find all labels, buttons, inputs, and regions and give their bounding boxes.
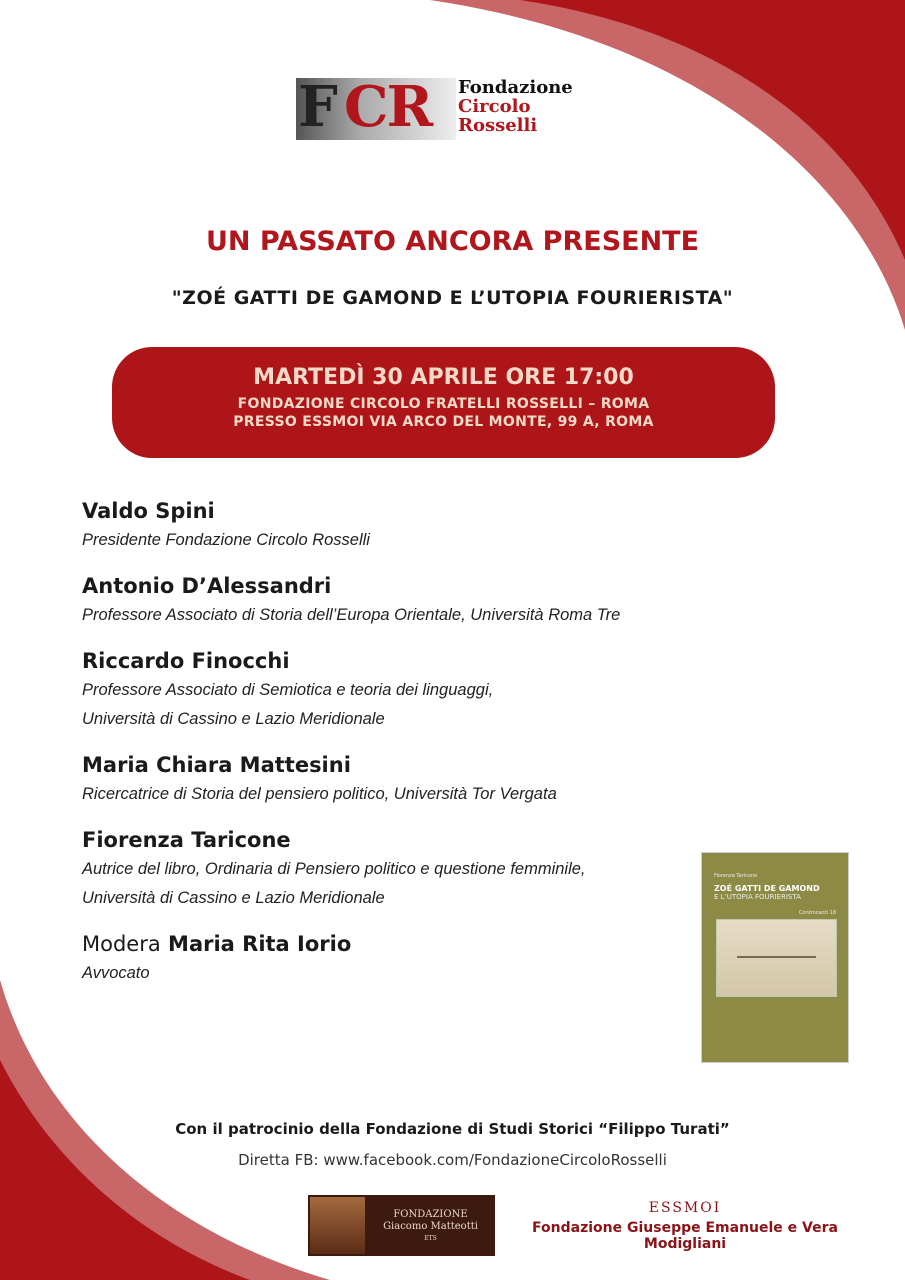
logo-line: Rosselli (458, 115, 538, 136)
speaker-name: Fiorenza Taricone (82, 828, 291, 852)
event-venue: FONDAZIONE CIRCOLO FRATELLI ROSSELLI – ROMA (237, 396, 650, 412)
book-cover (701, 852, 849, 1063)
event-address: PRESSO ESSMOI VIA ARCO DEL MONTE, 99 A, ROMA (233, 414, 654, 430)
speaker-name-line (82, 646, 620, 676)
portrait-image (310, 1197, 365, 1254)
event-subtitle: "ZOÉ GATTI DE GAMOND E L’UTOPIA FOURIERISTA" (171, 287, 734, 309)
speaker-item (82, 929, 620, 988)
speaker-name-line (82, 825, 620, 855)
logo-line: Fondazione (458, 77, 573, 98)
speaker-name: Maria Rita Iorio (168, 932, 352, 956)
speaker-role: Ricercatrice di Storia del pensiero politico, Università Tor Vergata (82, 785, 557, 803)
essmoi-logo (505, 1200, 865, 1252)
speaker-role: Presidente Fondazione Circolo Rosselli (82, 531, 370, 549)
book-series: Controcanti 18 (799, 910, 836, 916)
fcr-logo: F CR Fondazione Circolo Rosselli (298, 74, 573, 140)
speaker-name-line (82, 929, 620, 959)
event-details-banner (112, 347, 775, 458)
event-date: MARTEDÌ 30 APRILE ORE 17:00 (253, 365, 634, 390)
speaker-name: Riccardo Finocchi (82, 649, 290, 673)
speaker-name-line (82, 750, 620, 780)
logo-line: FONDAZIONE (393, 1209, 468, 1220)
speaker-name: Valdo Spini (82, 499, 215, 523)
speaker-name: Maria Chiara Mattesini (82, 753, 351, 777)
book-subtitle: E L’UTOPIA FOURIERISTA (714, 893, 801, 901)
speaker-role: Università di Cassino e Lazio Meridionale (82, 710, 385, 728)
speaker-role: Professore Associato di Semiotica e teoria dei linguaggi, (82, 681, 494, 699)
speaker-role: Avvocato (82, 964, 150, 982)
speaker-list (82, 496, 620, 1004)
speaker-name-line (82, 496, 620, 526)
event-title: UN PASSATO ANCORA PRESENTE (205, 226, 700, 257)
logo-line: ETS (424, 1235, 437, 1242)
speaker-item (82, 750, 620, 809)
speaker-item (82, 496, 620, 555)
logo-line: Fondazione Giuseppe Emanuele e Vera Modigliani (532, 1220, 838, 1252)
speaker-role: Università di Cassino e Lazio Meridionale (82, 889, 385, 907)
moderator-prefix: Modera (82, 932, 161, 956)
speaker-item (82, 825, 620, 913)
facebook-live-link[interactable]: Diretta FB: www.facebook.com/FondazioneCircoloRosselli (238, 1151, 667, 1169)
speaker-role: Professore Associato di Storia dell’Europa Orientale, Università Roma Tre (82, 606, 621, 624)
book-title: ZOÉ GATTI DE GAMOND (714, 884, 820, 893)
speaker-name: Antonio D’Alessandri (82, 574, 332, 598)
logo-line: ESSMOI (648, 1200, 722, 1216)
book-author: Fiorenza Taricone (714, 873, 758, 879)
speaker-item (82, 571, 620, 630)
logo-line: Giacomo Matteotti (383, 1221, 478, 1232)
matteotti-logo (308, 1195, 495, 1256)
patronage-text: Con il patrocinio della Fondazione di Studi Storici “Filippo Turati” (175, 1120, 730, 1138)
book-illustration (716, 919, 837, 997)
logo-line: Circolo (458, 96, 531, 117)
speaker-role: Autrice del libro, Ordinaria di Pensiero politico e questione femminile, (82, 860, 586, 878)
speaker-name-line (82, 571, 620, 601)
speaker-item (82, 646, 620, 734)
